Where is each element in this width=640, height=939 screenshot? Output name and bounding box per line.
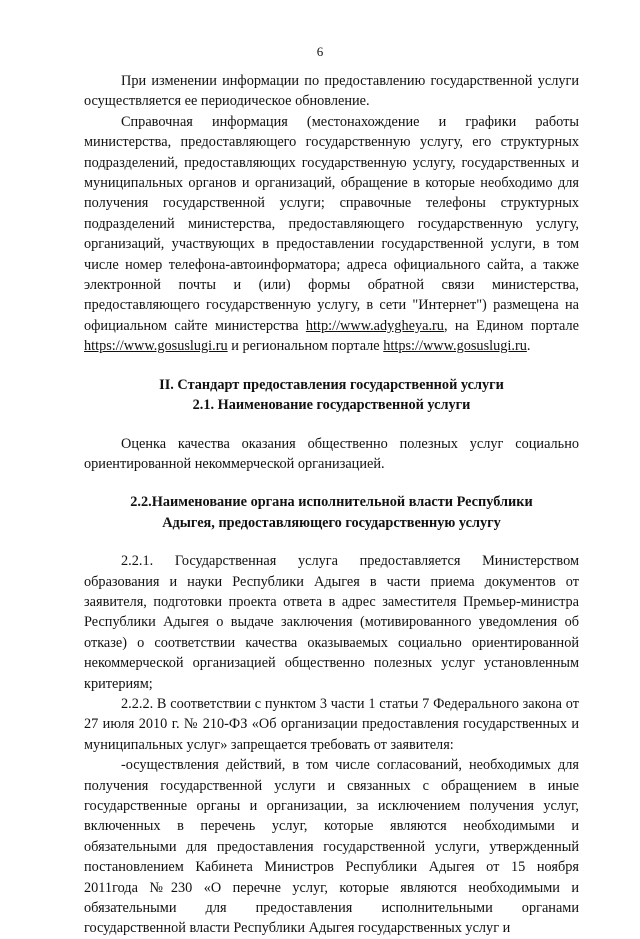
paragraph-service-name: Оценка качества оказания общественно полезных услуг социально ориентированной некоммерческой организацией. — [84, 435, 579, 472]
section-2-1-title: 2.1. Наименование государственной услуги — [192, 397, 471, 414]
paragraph-update-info: При изменении информации по предоставлению государственной услуги осуществляется ее периодическое обновление. — [84, 73, 579, 110]
page-number: 6 — [316, 44, 324, 59]
ministry-site-link[interactable]: http://www.adygheya.ru — [305, 317, 444, 334]
reference-info-text-mid: , на Едином портале — [443, 317, 579, 334]
section-2-2-title-line2: Адыгея, предоставляющего государственную услугу — [162, 514, 501, 531]
reference-info-text: Справочная информация (местонахождение и графики работы министерства, предоставляющего государственную услугу, его структурных подразделений, предоставляющих государственную услугу, государственных и муниципальных органов и организаций, обращение в которые необходимо для получения государственной услуги; справочные телефоны структурных подразделений министерства, предоставляющего государственную услугу, организаций, участвующих в предоставлении государственной услуги, в том числе номер телефона-автоинформатора; адреса официального сайта, а также электронной почты и (или) формы обратной связи министерства, предоставляющего государственную услугу, в сети "Интернет") размещена на официальном сайте министерства — [84, 113, 579, 334]
paragraph-2-2-2: 2.2.2. В соответствии с пунктом 3 части 1 статьи 7 Федерального закона от 27 июля 2010 г. № 210-ФЗ «Об организации предоставления государственных и муниципальных услуг» запрещается требовать от заявителя: — [84, 695, 579, 753]
document-body — [84, 71, 579, 939]
reference-info-text-mid2: и региональном портале — [227, 338, 384, 355]
spacer — [84, 474, 579, 492]
section-2-title: II. Стандарт предоставления государственной услуги — [159, 376, 504, 393]
paragraph-reference-info — [84, 112, 579, 357]
regional-portal-link[interactable]: https://www.gosuslugi.ru — [383, 338, 527, 355]
reference-info-text-end: . — [526, 338, 531, 355]
gosuslugi-portal-link[interactable]: https://www.gosuslugi.ru — [84, 338, 228, 355]
paragraph-prohibited-actions: -осуществления действий, в том числе согласований, необходимых для получения государственной услуги и связанных с обращением в иные государственные органы и организации, за исключением получения услуг, включенных в перечень услуг, которые являются необходимыми и обязательными для предоставления государственной услуги, утвержденный постановлением Кабинета Министров Республики Адыгея от 15 ноября 2011года №230 «О перечне услуг, которые являются необходимыми и обязательными для предоставления исполнительными органами государственной власти Республики Адыгея государственных услуг и — [84, 757, 579, 937]
paragraph-2-2-1: 2.2.1. Государственная услуга предоставляется Министерством образования и науки Республики Адыгея в части приема документов от заявителя, подготовки проекта ответа в адрес заместителя Премьер-министра Республики Адыгея о выдаче заключения (мотивированного уведомления об отказе) о соответствии качества оказываемых социально ориентированной некоммерческой организацией общественно полезных услуг установленным критериям; — [84, 553, 579, 692]
section-2-2-title-line1: 2.2.Наименование органа исполнительной власти Республики — [130, 494, 533, 511]
spacer — [84, 416, 579, 434]
spacer — [84, 533, 579, 551]
spacer — [84, 357, 579, 375]
